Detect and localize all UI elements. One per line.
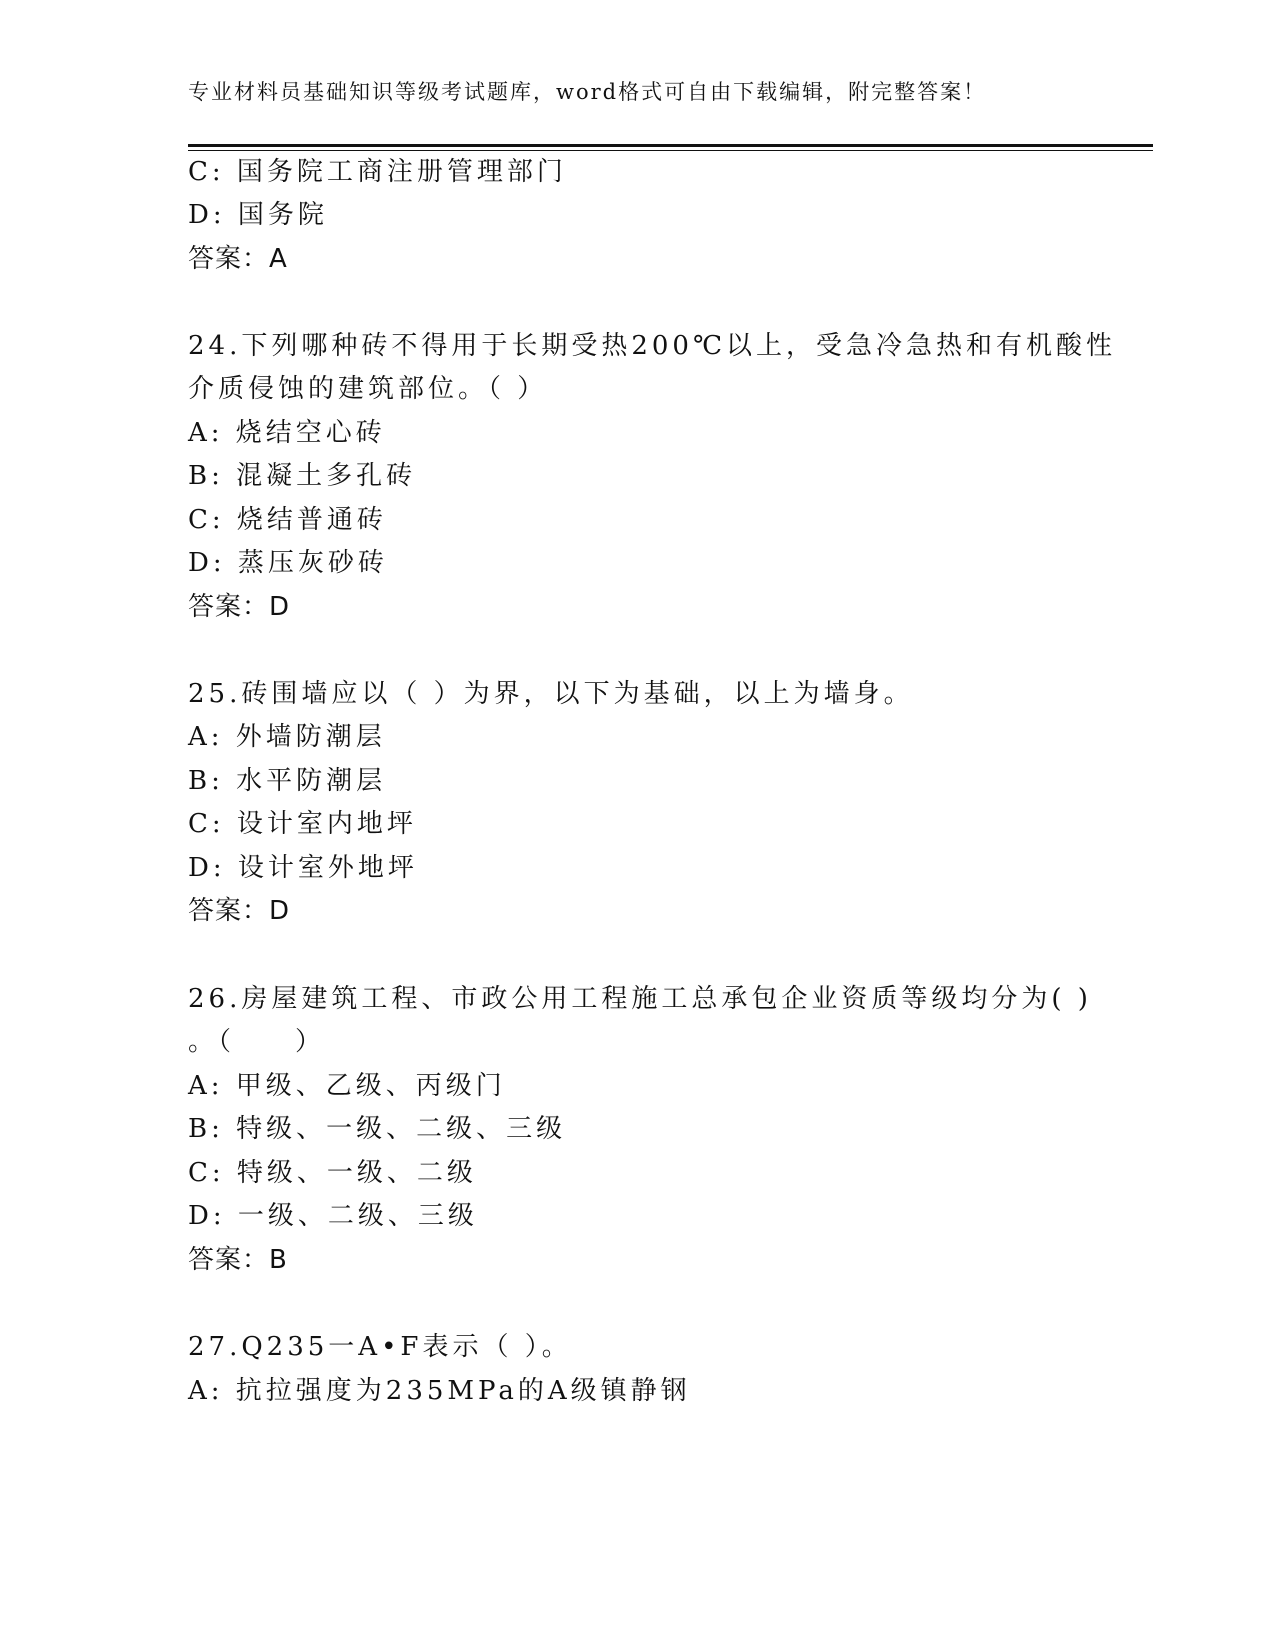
answer-line: 答案：D (188, 896, 291, 926)
option-line: C: 特级、一级、二级 (188, 1158, 477, 1188)
header-rule-thin (188, 150, 1153, 151)
option-line: A: 甲级、乙级、丙级门 (188, 1071, 506, 1101)
answer-line: 答案：B (188, 1245, 288, 1275)
option-line: C: 设计室内地坪 (188, 809, 417, 839)
option-line: D: 一级、二级、三级 (188, 1201, 478, 1231)
option-line: A: 外墙防潮层 (188, 722, 386, 752)
option-line: D: 国务院 (188, 200, 328, 230)
option-line: A: 抗拉强度为235MPa的A级镇静钢 (188, 1376, 691, 1406)
option-line: C: 国务院工商注册管理部门 (188, 157, 567, 187)
option-line: A: 烧结空心砖 (188, 418, 386, 448)
option-line: B: 水平防潮层 (188, 766, 387, 796)
answer-line: 答案：D (188, 592, 291, 622)
question-stem: 介质侵蚀的建筑部位。（ ） (188, 374, 548, 404)
option-line: B: 混凝土多孔砖 (188, 461, 417, 491)
header-rule (188, 144, 1153, 147)
question-stem: 。（ ） (188, 1027, 326, 1057)
option-line: C: 烧结普通砖 (188, 505, 387, 535)
option-line: D: 蒸压灰砂砖 (188, 548, 388, 578)
option-line: D: 设计室外地坪 (188, 853, 418, 883)
answer-line: 答案：A (188, 244, 288, 274)
question-stem: 24.下列哪种砖不得用于长期受热200℃以上，受急冷急热和有机酸性 (188, 331, 1117, 361)
question-stem: 25.砖围墙应以（ ）为界，以下为基础，以上为墙身。 (188, 679, 914, 709)
question-stem: 27.Q235一A•F表示（ ）。 (188, 1332, 572, 1362)
page-header: 专业材料员基础知识等级考试题库，word格式可自由下载编辑，附完整答案！ (188, 80, 987, 104)
question-stem: 26.房屋建筑工程、市政公用工程施工总承包企业资质等级均分为( ) (188, 984, 1092, 1014)
option-line: B: 特级、一级、二级、三级 (188, 1114, 567, 1144)
